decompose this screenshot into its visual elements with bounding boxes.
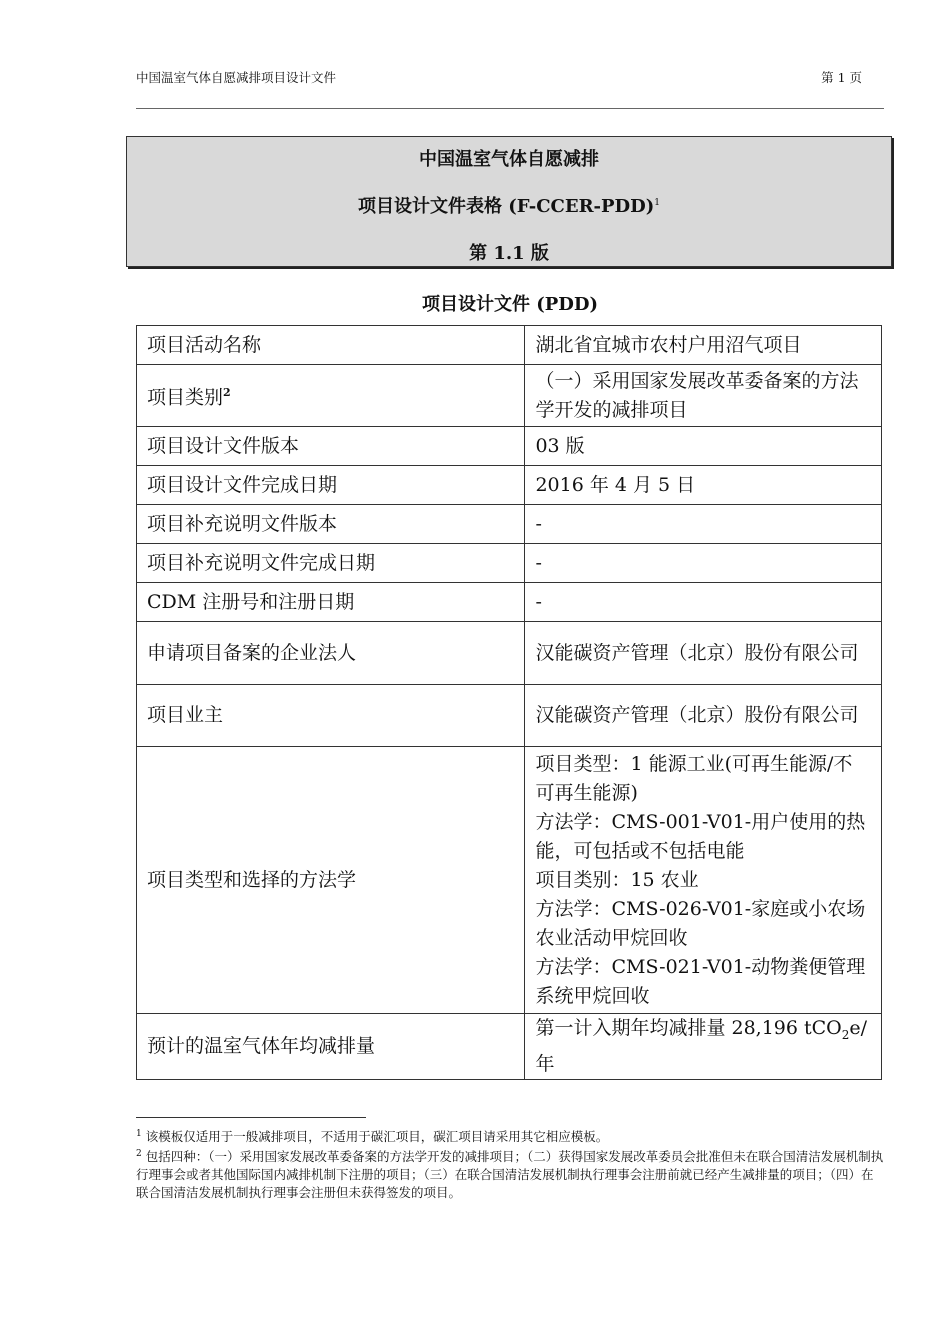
methodology-line: 方法学：CMS-001-V01-用户使用的热能，可包括或不包括电能 [535, 810, 866, 862]
form-title-line1: 中国温室气体自愿减排 [419, 149, 599, 170]
page-number: 第 1 页 [821, 70, 862, 85]
form-title-box [126, 136, 892, 267]
table-row [137, 747, 882, 1014]
form-version: 第 1.1 版 [469, 243, 549, 264]
table-row [137, 365, 882, 427]
footnote-mark: 1 [136, 1129, 142, 1139]
footnote-2 [136, 1145, 884, 1202]
row-key: CDM 注册号和注册日期 [137, 583, 525, 622]
row-key: 申请项目备案的企业法人 [137, 622, 525, 685]
row-value: - [525, 544, 882, 583]
footnote-text: 该模板仅适用于一般减排项目，不适用于碳汇项目，碳汇项目请采用其它相应模板。 [145, 1129, 609, 1145]
document-title: 项目设计文件 (PDD) [421, 294, 599, 315]
row-key [137, 365, 525, 427]
page-header [136, 68, 884, 88]
row-value-methodology [525, 747, 882, 1014]
row-key: 项目设计文件完成日期 [137, 466, 525, 505]
row-value [525, 1014, 882, 1080]
form-title-line2 [127, 192, 891, 218]
footnote-mark: 2 [136, 1149, 142, 1159]
table-row [137, 326, 882, 365]
table-row [137, 427, 882, 466]
table-row [137, 1014, 882, 1080]
row-key: 项目业主 [137, 685, 525, 747]
methodology-line: 方法学：CMS-021-V01-动物粪便管理系统甲烷回收 [535, 955, 866, 1007]
row-value: - [525, 583, 882, 622]
row-value: - [525, 505, 882, 544]
table-row [137, 622, 882, 685]
row-value: （一）采用国家发展改革委备案的方法学开发的减排项目 [525, 365, 882, 427]
methodology-line: 方法学：CMS-026-V01-家庭或小农场农业活动甲烷回收 [535, 897, 866, 949]
row-key: 项目活动名称 [137, 326, 525, 365]
row-key: 预计的温室气体年均减排量 [137, 1014, 525, 1080]
row-key: 项目设计文件版本 [137, 427, 525, 466]
table-row [137, 466, 882, 505]
table-row [137, 544, 882, 583]
row-key: 项目补充说明文件完成日期 [137, 544, 525, 583]
footnote-text: 包括四种：（一）采用国家发展改革委备案的方法学开发的减排项目；（二）获得国家发展改革委员会批准但未在联合国清洁发展机制执行理事会或者其他国际国内减排机制下注册的项目；（三）在联合国清洁发展机制执行理事会注册前就已经产生减排量的项目；（四）在联合国清洁发展机制执行理事会注册但未获得签发的项目。 [136, 1149, 884, 1201]
footnote-separator [136, 1117, 366, 1118]
form-title-text: 项目设计文件表格 (F-CCER-PDD) [357, 196, 655, 217]
row-value: 汉能碳资产管理（北京）股份有限公司 [525, 685, 882, 747]
reduction-unit: e/年 [535, 1017, 868, 1075]
table-row [137, 685, 882, 747]
methodology-line: 项目类别：15 农业 [535, 868, 699, 891]
footnote-1 [136, 1125, 884, 1146]
row-key-text: 项目类别 [147, 386, 224, 409]
table-row [137, 505, 882, 544]
row-key: 项目补充说明文件版本 [137, 505, 525, 544]
row-value: 03 版 [525, 427, 882, 466]
methodology-line: 项目类型：1 能源工业(可再生能源/不可再生能源) [535, 752, 853, 804]
project-info-table [136, 325, 882, 1080]
table-row [137, 583, 882, 622]
footnote-ref-2: 2 [223, 386, 231, 400]
row-value: 湖北省宜城市农村户用沼气项目 [525, 326, 882, 365]
row-value: 汉能碳资产管理（北京）股份有限公司 [525, 622, 882, 685]
row-key: 项目类型和选择的方法学 [137, 747, 525, 1014]
header-doc-title: 中国温室气体自愿减排项目设计文件 [136, 70, 337, 85]
footnote-ref-1: 1 [654, 198, 661, 208]
co2-subscript: 2 [841, 1027, 850, 1042]
row-value: 2016 年 4 月 5 日 [525, 466, 882, 505]
reduction-text: 第一计入期年均减排量 28,196 tCO [535, 1017, 842, 1039]
header-divider [136, 108, 884, 109]
